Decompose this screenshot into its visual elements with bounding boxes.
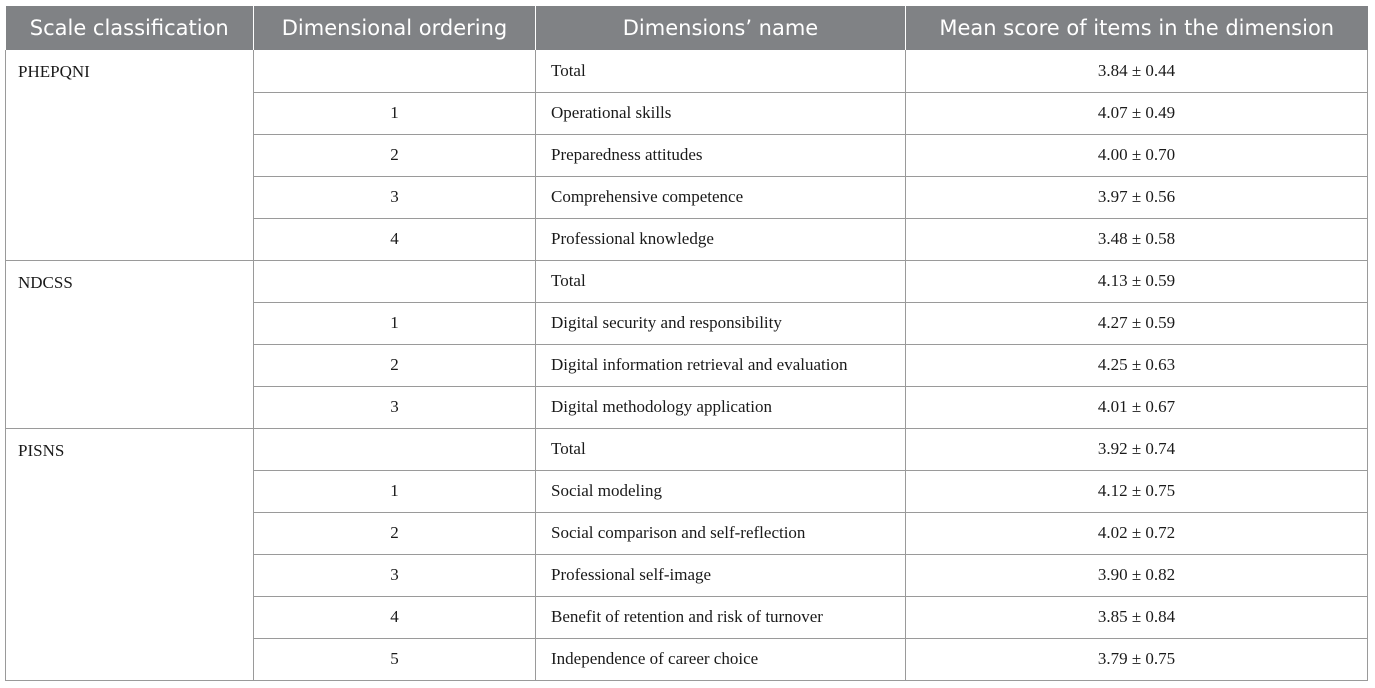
mean-score-cell: 3.84 ± 0.44	[906, 50, 1368, 92]
dimension-name-cell: Digital security and responsibility	[536, 302, 906, 344]
order-cell: 2	[254, 344, 536, 386]
header-mean-score: Mean score of items in the dimension	[906, 6, 1368, 50]
scale-cell: PHEPQNI	[6, 50, 254, 260]
dimension-name-cell: Digital methodology application	[536, 386, 906, 428]
mean-score-cell: 4.27 ± 0.59	[906, 302, 1368, 344]
mean-score-cell: 3.79 ± 0.75	[906, 638, 1368, 680]
dimension-scores-table	[5, 6, 1368, 681]
order-cell: 4	[254, 218, 536, 260]
mean-score-cell: 4.07 ± 0.49	[906, 92, 1368, 134]
dimension-name-cell: Preparedness attitudes	[536, 134, 906, 176]
header-row	[6, 6, 1368, 50]
dimension-name-cell: Social comparison and self-reflection	[536, 512, 906, 554]
order-cell	[254, 50, 536, 92]
order-cell: 2	[254, 512, 536, 554]
mean-score-cell: 3.48 ± 0.58	[906, 218, 1368, 260]
mean-score-cell: 4.13 ± 0.59	[906, 260, 1368, 302]
dimension-name-cell: Operational skills	[536, 92, 906, 134]
order-cell: 1	[254, 470, 536, 512]
mean-score-cell: 4.25 ± 0.63	[906, 344, 1368, 386]
order-cell	[254, 428, 536, 470]
order-cell: 4	[254, 596, 536, 638]
dimension-name-cell: Comprehensive competence	[536, 176, 906, 218]
mean-score-cell: 4.00 ± 0.70	[906, 134, 1368, 176]
scale-cell: PISNS	[6, 428, 254, 680]
header-dimensional-ordering: Dimensional ordering	[254, 6, 536, 50]
mean-score-cell: 3.97 ± 0.56	[906, 176, 1368, 218]
order-cell: 3	[254, 176, 536, 218]
dimension-name-cell: Independence of career choice	[536, 638, 906, 680]
order-cell: 1	[254, 302, 536, 344]
table-row	[6, 428, 1368, 470]
order-cell: 5	[254, 638, 536, 680]
order-cell: 3	[254, 386, 536, 428]
mean-score-cell: 4.01 ± 0.67	[906, 386, 1368, 428]
dimension-name-cell: Benefit of retention and risk of turnover	[536, 596, 906, 638]
dimension-name-cell: Professional knowledge	[536, 218, 906, 260]
table-row	[6, 260, 1368, 302]
order-cell: 1	[254, 92, 536, 134]
dimension-name-cell: Social modeling	[536, 470, 906, 512]
dimension-name-cell: Total	[536, 50, 906, 92]
dimension-name-cell: Total	[536, 428, 906, 470]
header-scale-classification: Scale classification	[6, 6, 254, 50]
mean-score-cell: 3.90 ± 0.82	[906, 554, 1368, 596]
mean-score-cell: 4.02 ± 0.72	[906, 512, 1368, 554]
table-row	[6, 50, 1368, 92]
mean-score-cell: 3.92 ± 0.74	[906, 428, 1368, 470]
scale-cell: NDCSS	[6, 260, 254, 428]
dimension-name-cell: Professional self-image	[536, 554, 906, 596]
order-cell	[254, 260, 536, 302]
order-cell: 2	[254, 134, 536, 176]
mean-score-cell: 3.85 ± 0.84	[906, 596, 1368, 638]
dimension-name-cell: Digital information retrieval and evaluation	[536, 344, 906, 386]
dimension-name-cell: Total	[536, 260, 906, 302]
order-cell: 3	[254, 554, 536, 596]
mean-score-cell: 4.12 ± 0.75	[906, 470, 1368, 512]
header-dimensions-name: Dimensions’ name	[536, 6, 906, 50]
